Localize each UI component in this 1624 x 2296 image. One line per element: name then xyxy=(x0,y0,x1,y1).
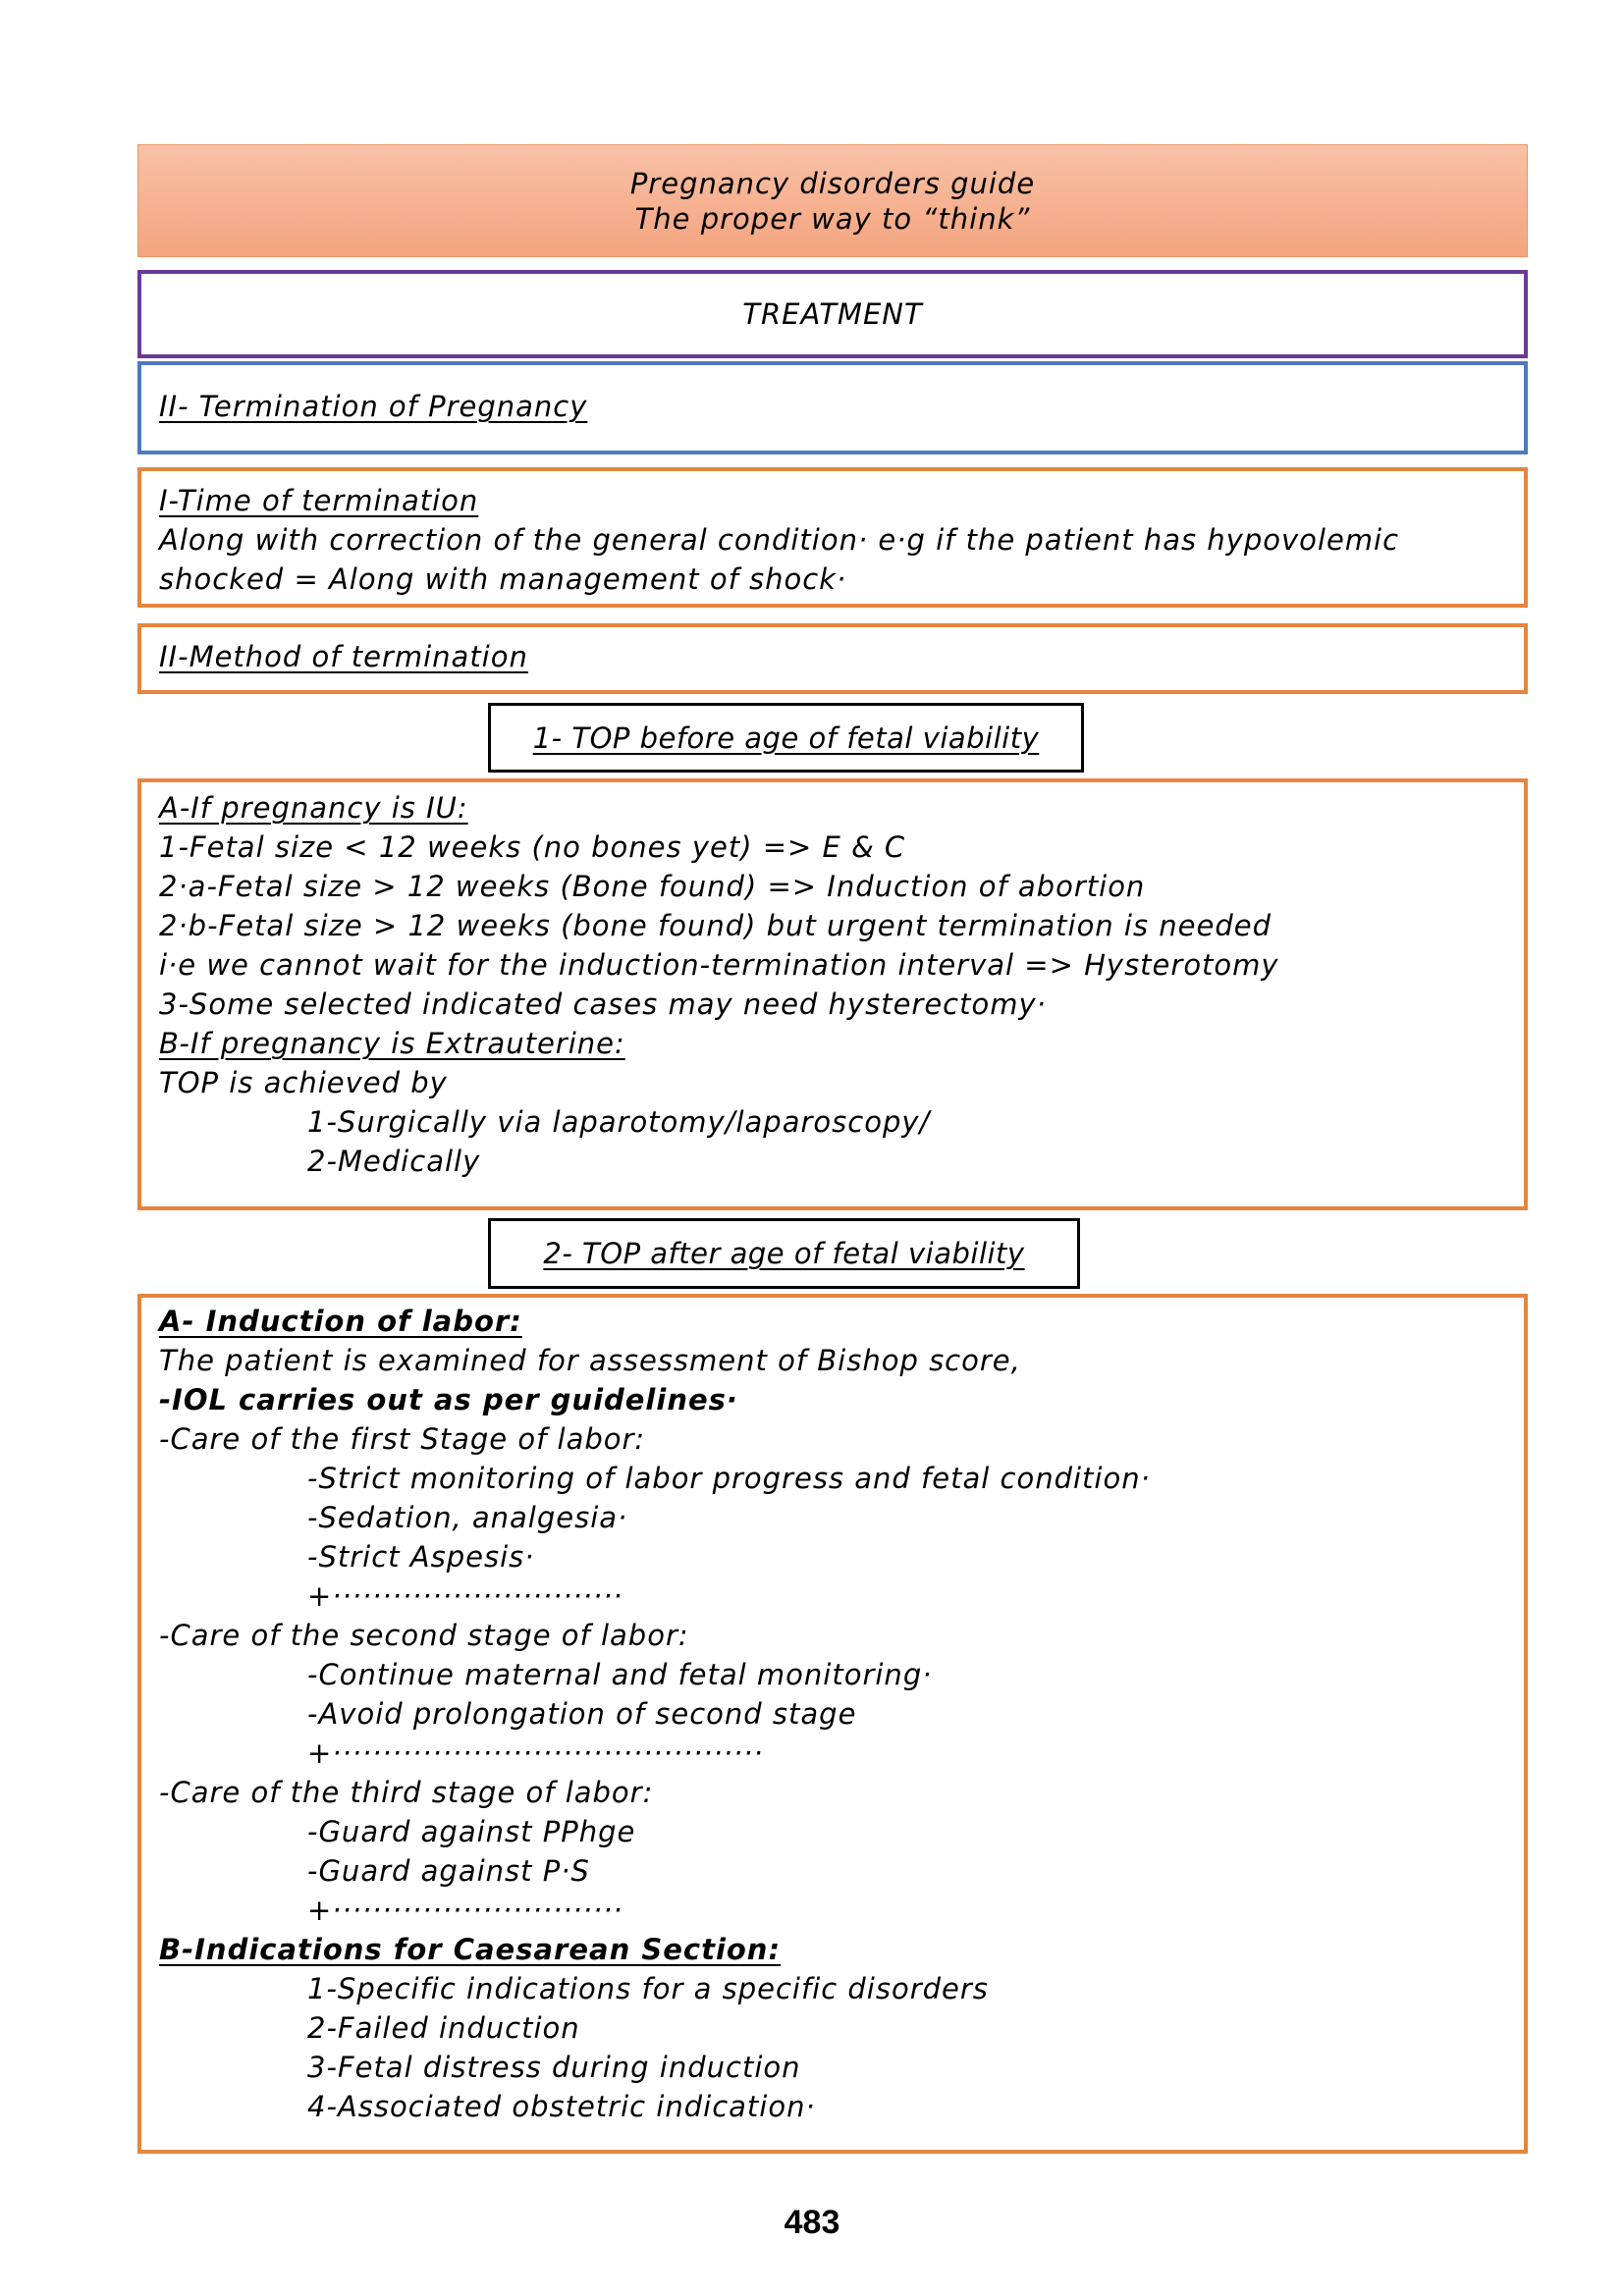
guide-subtitle: The proper way to “think” xyxy=(634,201,1031,236)
method-of-termination-heading: II-Method of termination xyxy=(159,640,528,673)
guide-title: Pregnancy disorders guide xyxy=(629,166,1036,200)
top-before-viability-title-box xyxy=(488,703,1084,773)
list-item: 2-Failed induction xyxy=(307,2011,580,2045)
top-after-viability-title: 2- TOP after age of fetal viability xyxy=(543,1237,1025,1270)
time-of-termination-heading: I-Time of termination xyxy=(159,484,479,517)
paragraph-line: Along with correction of the general condition· e·g if the patient has hypovolemic xyxy=(159,523,1400,557)
iu-pregnancy-heading: A-If pregnancy is IU: xyxy=(159,791,468,825)
subsection-title: II- Termination of Pregnancy xyxy=(159,390,588,423)
paragraph-line: The patient is examined for assessment of Bishop score, xyxy=(159,1344,1021,1377)
third-stage-heading: -Care of the third stage of labor: xyxy=(159,1776,654,1809)
extrauterine-intro: TOP is achieved by xyxy=(159,1066,448,1099)
list-item: -Guard against P·S xyxy=(307,1854,590,1888)
list-item: 3-Some selected indicated cases may need hysterectomy· xyxy=(159,988,1047,1021)
paragraph-line: shocked = Along with management of shock· xyxy=(159,562,847,596)
top-before-viability-title: 1- TOP before age of fetal viability xyxy=(532,721,1040,755)
list-item: 2·b-Fetal size > 12 weeks (bone found) but urgent termination is needed xyxy=(159,909,1272,942)
filler-line: +····························· xyxy=(307,1894,623,1927)
page-number: 483 xyxy=(784,2204,840,2241)
section-title: TREATMENT xyxy=(742,297,923,331)
list-item: -Continue maternal and fetal monitoring· xyxy=(307,1658,933,1691)
subsection-title-box xyxy=(137,361,1528,454)
list-item: i·e we cannot wait for the induction-termination interval => Hysterotomy xyxy=(159,948,1279,982)
induction-of-labor-heading: A- Induction of labor: xyxy=(159,1305,522,1338)
list-item: -Strict monitoring of labor progress and fetal condition· xyxy=(307,1462,1151,1495)
top-after-viability-box xyxy=(137,1294,1528,2154)
list-item: 2-Medically xyxy=(307,1145,481,1178)
list-item: -Avoid prolongation of second stage xyxy=(307,1697,857,1731)
top-after-viability-title-box xyxy=(488,1218,1080,1289)
list-item: 1-Surgically via laparotomy/laparoscopy/ xyxy=(307,1105,931,1139)
caesarean-indications-heading: B-Indications for Caesarean Section: xyxy=(159,1933,782,1966)
paragraph-line-bold: -IOL carries out as per guidelines· xyxy=(159,1383,738,1416)
guide-header-banner xyxy=(137,144,1528,257)
section-title-box xyxy=(137,270,1528,358)
list-item: 2·a-Fetal size > 12 weeks (Bone found) => Induction of abortion xyxy=(159,870,1146,903)
first-stage-heading: -Care of the first Stage of labor: xyxy=(159,1422,646,1456)
list-item: -Guard against PPhge xyxy=(307,1815,636,1848)
time-of-termination-box xyxy=(137,467,1528,608)
list-item: 3-Fetal distress during induction xyxy=(307,2051,801,2084)
filler-line: +····························· xyxy=(307,1579,623,1613)
second-stage-heading: -Care of the second stage of labor: xyxy=(159,1619,689,1652)
list-item: 1-Fetal size < 12 weeks (no bones yet) => E & C xyxy=(159,830,906,864)
method-of-termination-box xyxy=(137,623,1528,694)
list-item: 1-Specific indications for a specific disorders xyxy=(307,1972,989,2005)
list-item: 4-Associated obstetric indication· xyxy=(307,2090,816,2123)
list-item: -Strict Aspesis· xyxy=(307,1540,535,1574)
filler-line: +··········································· xyxy=(307,1736,764,1770)
list-item: -Sedation, analgesia· xyxy=(307,1501,628,1534)
top-before-viability-box xyxy=(137,778,1528,1210)
extrauterine-pregnancy-heading: B-If pregnancy is Extrauterine: xyxy=(159,1027,625,1060)
